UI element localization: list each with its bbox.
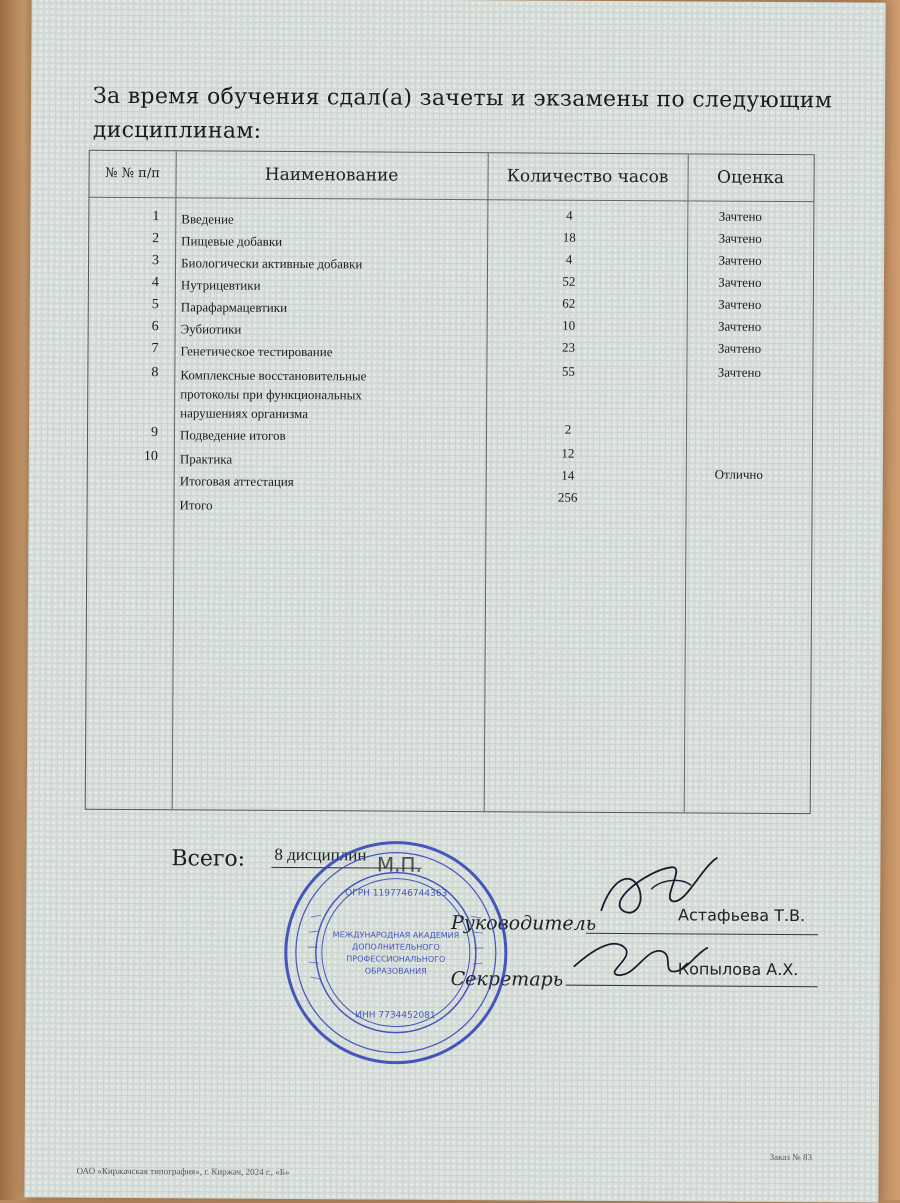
disciplines-table <box>85 150 815 814</box>
row-number: 8 <box>118 365 158 381</box>
row-hours: 14 <box>518 467 618 484</box>
printer-footer: ОАО «Киржачская типография», г. Киржач, 2024 г., «Б» <box>76 1166 289 1177</box>
row-hours: 12 <box>518 445 618 462</box>
row-name: Нутрицевтики <box>181 275 421 295</box>
row-number: 3 <box>119 253 159 269</box>
table-row <box>88 495 812 499</box>
row-grade: Зачтено <box>685 296 795 313</box>
total-label: Всего: <box>171 846 245 871</box>
stamp-ogrn: ОГРН 1197746744363 <box>345 888 447 899</box>
table-row <box>88 471 812 475</box>
row-name: Парафармацевтики <box>181 297 421 317</box>
row-grade <box>684 498 794 499</box>
row-hours: 52 <box>519 273 619 290</box>
header-number: № № п/п <box>89 151 175 198</box>
row-name: Эубиотики <box>181 319 421 339</box>
stamp-center-line: МЕЖДУНАРОДНАЯ АКАДЕМИЯ <box>333 930 460 940</box>
row-number: 10 <box>118 449 158 465</box>
official-stamp <box>280 837 511 1068</box>
row-name: Пищевые добавки <box>181 231 421 251</box>
stamp-center-line: ДОПОЛНИТЕЛЬНОГО <box>352 942 440 952</box>
column-divider <box>172 151 177 809</box>
row-name: Практика <box>180 449 420 469</box>
row-hours: 23 <box>518 339 618 356</box>
stamp-mp-mark: М.П. <box>377 853 422 877</box>
director-name: Астафьева Т.В. <box>678 905 805 925</box>
stamp-center-line: ОБРАЗОВАНИЯ <box>365 966 427 975</box>
table-row <box>89 275 813 279</box>
row-hours: 4 <box>519 207 619 224</box>
row-grade <box>684 422 794 423</box>
stamp-inn: ИНН 7734452081 <box>355 1010 435 1020</box>
row-name: Комплексные восстановительные протоколы при функциональных нарушениях организма <box>180 365 420 423</box>
row-number: 9 <box>118 425 158 441</box>
row-grade: Зачтено <box>685 208 795 225</box>
row-name: Генетическое тестирование <box>180 341 420 361</box>
table-row <box>89 341 813 345</box>
certificate-page <box>24 0 885 1203</box>
header-hours: Количество часов <box>487 153 687 200</box>
table-row <box>89 297 813 301</box>
order-number: Заказ № 83 <box>770 1152 812 1162</box>
row-grade <box>684 446 794 447</box>
column-divider <box>484 153 489 811</box>
total-value: 8 дисциплин <box>274 845 366 866</box>
row-grade: Зачтено <box>684 340 794 357</box>
row-grade: Зачтено <box>685 318 795 335</box>
header-grade: Оценка <box>687 154 813 201</box>
table-row <box>88 425 812 429</box>
director-signature <box>591 849 731 930</box>
secretary-signature <box>566 927 716 988</box>
table-row <box>89 231 813 235</box>
secretary-name: Копылова А.Х. <box>678 959 799 979</box>
row-name: Итоговая аттестация <box>180 471 420 491</box>
row-name: Биологически активные добавки <box>181 253 421 273</box>
row-number: 6 <box>119 319 159 335</box>
row-hours: 18 <box>519 229 619 246</box>
table-row <box>89 253 813 257</box>
row-number: 7 <box>118 341 158 357</box>
row-number: 5 <box>119 297 159 313</box>
row-number: 2 <box>119 231 159 247</box>
row-hours: 256 <box>518 489 618 506</box>
director-role: Руководитель <box>451 912 596 935</box>
row-grade: Зачтено <box>685 230 795 247</box>
row-hours: 10 <box>519 317 619 334</box>
row-number: 1 <box>119 209 159 225</box>
row-hours: 62 <box>519 295 619 312</box>
row-grade: Зачтено <box>684 364 794 381</box>
page-heading: За время обучения сдал(а) зачеты и экзамены по следующим дисциплинам: <box>93 80 833 153</box>
table-row <box>88 449 812 453</box>
table-row <box>89 209 813 213</box>
row-grade: Зачтено <box>685 274 795 291</box>
row-name: Подведение итогов <box>180 425 420 445</box>
table-row <box>89 319 813 323</box>
header-name: Наименование <box>175 151 487 199</box>
stamp-center-line: ПРОФЕССИОНАЛЬНОГО <box>346 954 445 964</box>
row-grade: Зачтено <box>685 252 795 269</box>
row-name: Итого <box>180 495 420 515</box>
row-hours: 55 <box>518 363 618 380</box>
row-hours: 2 <box>518 421 618 438</box>
table-row <box>88 365 812 369</box>
row-hours: 4 <box>519 251 619 268</box>
row-name: Введение <box>181 209 421 229</box>
secretary-role: Секретарь <box>451 968 564 991</box>
row-number: 4 <box>119 275 159 291</box>
row-grade: Отлично <box>684 466 794 483</box>
